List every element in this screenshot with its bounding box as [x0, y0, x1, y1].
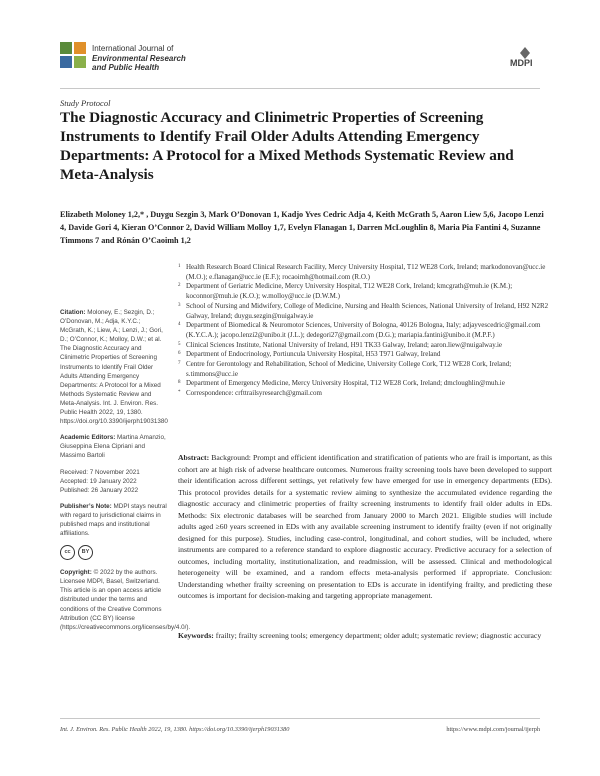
keywords-text: frailty; frailty screening tools; emergency department; older adult; systematic review; diagnostic accuracy [215, 631, 542, 640]
journal-name-line3: and Public Health [92, 63, 160, 72]
received-date: Received: 7 November 2021 [60, 468, 140, 476]
author-list: Elizabeth Moloney 1,2,* , Duygu Sezgin 3, Mark O’Donovan 1, Kadjo Yves Cedric Adja 4, Keith McGrath 5, Aaron Liew 5,6, Jacopo Lenzi 4, Davide Gori 4, Kieran O’Connor 2, David William Molloy 1,7, Evelyn Flanagan 1, Darren McLoughlin 8, Maria Pia Fantini 4, Suzanne Timmons 7 and Rónán O’Caoimh 1,2 [60, 210, 544, 245]
copyright: Copyright: © 2022 by the authors. Licensee MDPI, Basel, Switzerland. This article is an open access article distributed under the terms and conditions of the Creative Commons Attribution (CC BY) license (https://creativecommons.org/licenses/by/4.0/). [60, 569, 191, 631]
keywords [178, 630, 552, 642]
journal-name-line2: Environmental Research [92, 53, 186, 63]
published-date: Published: 26 January 2022 [60, 486, 139, 494]
abstract [178, 452, 552, 602]
cc-icon: cc [60, 545, 75, 560]
cc-license-badge-icon[interactable] [60, 545, 168, 560]
citation: Citation: Moloney, E.; Sezgin, D.; O’Donovan, M.; Adja, K.Y.C.; McGrath, K.; Liew, A.; Lenzi, J.; Gori, D.; O’Connor, K.; Molloy, D.W.; et al. The Diagnostic Accuracy and Clinimetric Properties of Screening Instruments to Identify Frail Older Adults Attending Emergency Departments: A Protocol for a Mixed Methods Systematic Review and Meta-Analysis. Int. J. Environ. Res. Public Health 2022, 19, 1380. https://doi.org/10.3390/ijerph19031380 [60, 309, 168, 426]
sidebar [60, 308, 191, 639]
journal-logo-icon [60, 42, 86, 68]
correspondence: * Correspondence: crfttrailsyresearch@gmail.com [178, 389, 322, 398]
publisher-logo-text: MDPI [510, 58, 533, 68]
footer-journal-link[interactable]: https://www.mdpi.com/journal/ijerph [446, 726, 540, 733]
affiliation-item: 1 Health Research Board Clinical Research Facility, Mercy University Hospital, T12 WE28 Cork, Ireland; markodonovan@ucc.ie (M.O.); e.flanagan@ucc.ie (E.F.); rocaoimh@hotmail.com (R.O.) [178, 263, 546, 281]
keywords-label: Keywords: [178, 631, 214, 640]
abstract-text: Background: Prompt and efficient identification and stratification of patients who are frail is important, as this cohort are at high risk of adverse healthcare outcomes. Numerous frailty screening tools have been developed to support their identification across different settings, yet relatively few have emerged for use in emergency departments (EDs). This protocol provides details for a systematic review aiming to synthesize the accumulated evidence regarding the diagnostic accuracy and clinimetric properties of frailty screening instruments to identify frail older adults in EDs. Methods: Six electronic databases will be searched from January 2000 to March 2021. Eligible studies will include adults aged ≥60 years screened in EDs with any available screening instrument to identify frailty (even if not originally designed for this purpose). Studies, including case-control, longitudinal, and cohort studies, will be included, where instruments are compared to a reference standard to explore diagnostic accuracy. Predictive accuracy for a selection of outcomes, including mortality, institutionalization, and readmission, will be assessed. Clinical and methodological heterogeneity will be examined, and a random effects meta-analysis performed if appropriate. Conclusion: Understanding whether frailty screening on presentation to EDs is accurate in identifying frailty, and predicting these outcomes is important for decision-making and targeting appropriate management. [178, 453, 553, 600]
footer-citation: Int. J. Environ. Res. Public Health 2022, 19, 1380. https://doi.org/10.3390/ijerph19031380 [60, 726, 290, 733]
affiliation-item: 4 Department of Biomedical & Neuromotor Sciences, University of Bologna, 40126 Bologna, Italy; adjayvescedric@gmail.com (K.Y.C.A.); jacopo.lenzi2@unibo.it (J.L.); dedegori27@gmail.com (D.G.); mariapia.fantini@unibo.it (M.P.F.) [178, 321, 541, 339]
publisher-note: Publisher’s Note: MDPI stays neutral with regard to jurisdictional claims in published maps and institutional affiliations. [60, 502, 167, 538]
header-divider [60, 88, 540, 89]
affiliation-item: 7 Centre for Gerontology and Rehabilitation, School of Medicine, University College Cork, T12 WE28 Cork, Ireland; s.timmons@ucc.ie [178, 360, 512, 378]
journal-name-line1: International Journal of [92, 44, 174, 53]
academic-editors: Academic Editors: Martina Amanzio, Giuseppina Elena Cipriani and Massimo Bartoli [60, 434, 166, 460]
affiliation-item: 2 Department of Geriatric Medicine, Mercy University Hospital, T12 WE28 Cork, Ireland; kmcgrath@muh.ie (K.M.); koconnor@muh.ie (K.O.); w.molloy@ucc.ie (D.W.M.) [178, 282, 513, 301]
abstract-label: Abstract: [178, 453, 210, 462]
affiliation-list [178, 263, 558, 399]
paper-title: The Diagnostic Accuracy and Clinimetric Properties of Screening Instruments to Identify Frail Older Adults Attending Emergency Departments: A Protocol for a Mixed Methods Systematic Review and Meta-Analysis [60, 109, 514, 183]
footer-divider [60, 718, 540, 719]
affiliation-item: 5 Clinical Sciences Institute, National University of Ireland, H91 TK33 Galway, Ireland; aaron.liew@nuigalway.ie [178, 340, 503, 349]
article-type: Study Protocol [60, 98, 111, 108]
accepted-date: Accepted: 19 January 2022 [60, 477, 137, 485]
affiliation-item: 6 Department of Endocrinology, Portiuncula University Hospital, H53 T971 Galway, Ireland [178, 350, 441, 359]
dates [60, 468, 168, 495]
affiliation-item: 8 Department of Emergency Medicine, Mercy University Hospital, T12 WE28 Cork, Ireland; dmcloughlin@muh.ie [178, 379, 505, 388]
by-icon: BY [78, 545, 93, 560]
affiliation-item: 3 School of Nursing and Midwifery, College of Medicine, Nursing and Health Sciences, National University of Ireland, H92 N2R2 Galway, Ireland; duygu.sezgin@nuigalway.ie [178, 301, 549, 320]
journal-name [92, 44, 232, 73]
